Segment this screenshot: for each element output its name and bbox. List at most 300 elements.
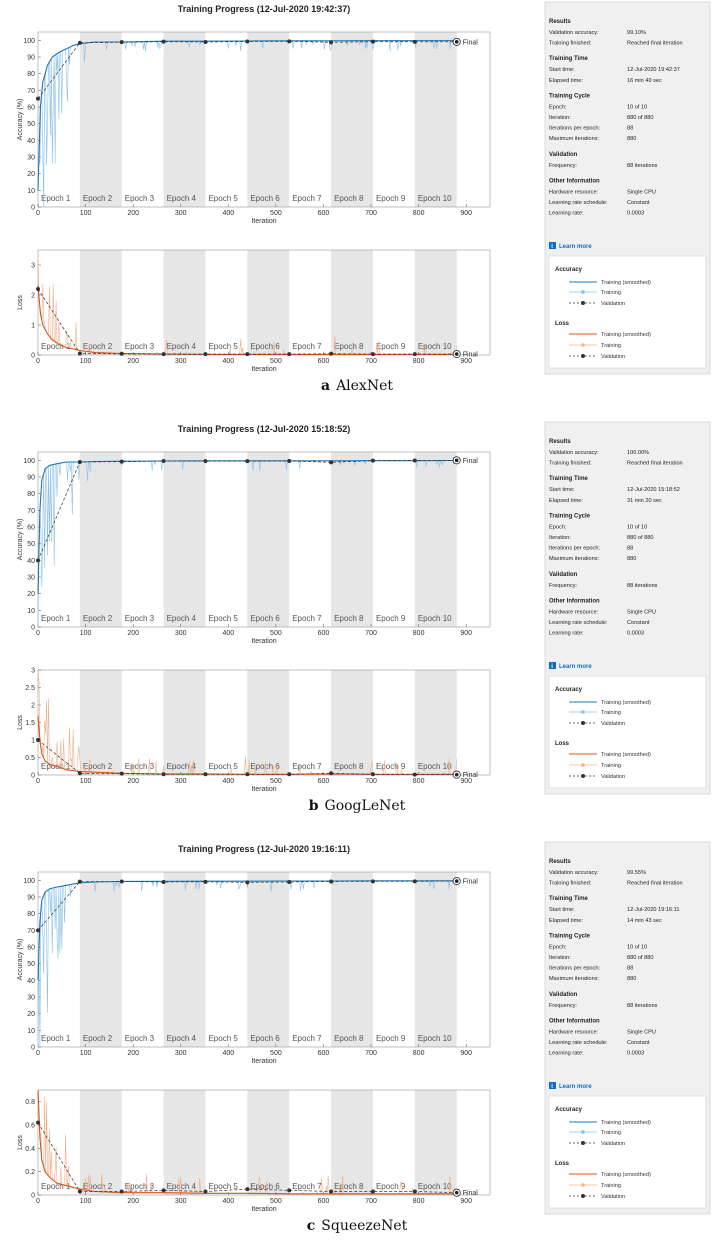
panel-a-loss-ytick-label: 3 [31,262,35,270]
panel-b-accuracy-ytick-label: 40 [27,557,35,565]
panel-c-legend-label: Validation [601,1141,626,1147]
panel-c-loss-epoch-label: Epoch 5 [208,1182,238,1191]
panel-a-results-heading: Results [549,19,571,25]
panel-b-loss-validation-point [329,771,333,775]
panel-b-validation-accuracy-label: Validation accuracy: [549,450,599,456]
panel-b-accuracy-validation-point [162,459,166,463]
panel-b-loss-validation-point [162,772,166,776]
panel-a-validation-accuracy-value: 99.10% [627,30,646,36]
panel-c-accuracy-ytick-label: 20 [27,1011,35,1019]
panel-b-loss-epoch-band [247,670,289,775]
panel-b-accuracy-ytick-label: 90 [27,474,35,482]
panel-c-accuracy-epoch-label: Epoch 1 [41,1034,71,1043]
panel-a-loss-epoch-band [164,250,206,355]
panel-a-accuracy-ytick-label: 60 [27,104,35,112]
panel-a-accuracy-validation-point [203,40,207,44]
panel-c-loss-validation-point [329,1190,333,1194]
panel-b-loss-validation-point [245,772,249,776]
panel-c-accuracy-xtick-label: 600 [317,1050,330,1057]
panel-a-accuracy-epoch-band [164,32,206,207]
panel-c-accuracy-ytick-label: 60 [27,944,35,952]
panel-a-learn-more-link[interactable]: Learn more [559,244,592,250]
panel-c-loss-xtick-label: 500 [270,1198,282,1205]
panel-c-loss-validation-point [203,1190,207,1194]
panel-a-loss-epoch-band [415,250,457,355]
panel-b-loss-ylabel: Loss [17,715,24,730]
panel-a-accuracy-ytick-label: 20 [27,171,35,179]
panel-c-legend-loss-title: Loss [555,1161,570,1167]
panel-c-loss-ytick-label: 0.4 [25,1145,35,1153]
panel-b-loss-ytick-label: 2 [31,702,35,710]
panel-b-learn-more-link[interactable]: Learn more [559,664,592,670]
panel-c-elapsed-time-label: Elapsed time: [549,917,583,924]
panel-c-validation-accuracy-value: 99.55% [627,870,646,876]
panel-c-accuracy-xtick-label: 0 [36,1050,40,1057]
panel-a-learning-rate-label: Learning rate: [549,210,584,217]
panel-a-loss-validation-point [120,352,124,356]
panel-a-loss-xtick-label: 0 [36,358,40,365]
panel-b-loss-xtick-label: 300 [174,778,187,785]
panel-c-accuracy-epoch-label: Epoch 6 [250,1034,280,1043]
panel-b [0,420,714,820]
panel-a-accuracy-epoch-band [331,32,373,207]
panel-a-caption [0,378,714,394]
panel-b-elapsed-time-label: Elapsed time: [549,497,583,504]
panel-b-legend-swatch-dot [581,710,585,714]
panel-c-accuracy-xtick-label: 500 [270,1050,282,1057]
panel-c-accuracy-ytick-label: 80 [27,911,35,919]
panel-a-accuracy-xtick-label: 500 [270,210,282,217]
panel-c-loss-validation-point [371,1190,375,1194]
panel-b-validation-heading: Validation [549,571,578,578]
panel-c-learn-more-link[interactable]: Learn more [559,1084,592,1090]
panel-a-accuracy-xtick-label: 400 [222,210,235,217]
panel-a-loss-validation-point [162,352,166,356]
panel-c-elapsed-time-value: 14 min 43 sec [627,917,662,924]
panel-a-accuracy-validation-point [36,97,40,101]
panel-a-maximum-iterations-label: Maximum iterations: [549,136,600,143]
panel-a-accuracy-epoch-label: Epoch 6 [250,194,280,203]
panel-c-caption-letter: c [306,1218,316,1234]
panel-c-hardware-resource-label: Hardware resource: [549,1029,599,1036]
panel-b-accuracy-ytick-label: 80 [27,491,35,499]
panel-c-legend-label: Validation [601,1194,626,1200]
panel-b-accuracy-validation-point [287,459,291,463]
panel-a-loss-xtick-label: 400 [222,358,235,365]
panel-a-loss-xtick-label: 800 [412,358,425,365]
panel-c-accuracy-ytick-label: 40 [27,977,35,985]
panel-a-validation-heading: Validation [549,151,578,158]
panel-c-caption [0,1218,714,1234]
panel-b-loss-validation-point [371,772,375,776]
panel-a-loss-epoch-band [80,250,122,355]
panel-b-legend-label: Validation [601,774,626,780]
panel-a-loss-xtick-label: 300 [174,358,187,365]
panel-a-epoch-value: 10 of 10 [627,104,648,111]
panel-c-accuracy-validation-point [78,880,82,884]
panel-b-accuracy-epoch-label: Epoch 8 [334,614,364,623]
panel-b-accuracy-final-label: Final [462,457,478,465]
panel-b-caption [0,798,714,814]
panel-a-accuracy-ytick-label: 10 [27,187,35,195]
panel-b-accuracy-validation-point [36,558,40,562]
panel-c-learning-rate-schedule-value: Constant [627,1040,650,1046]
panel-c-epoch-value: 10 of 10 [627,944,648,951]
panel-a-loss-ylabel: Loss [17,295,24,310]
panel-b-loss-final-marker-dot [455,773,459,777]
panel-a-accuracy-xtick-label: 200 [127,210,140,217]
panel-c-accuracy-ytick-label: 50 [27,961,35,969]
panel-a-loss-epoch-label: Epoch 5 [208,342,238,351]
panel-b-loss-epoch-label: Epoch 3 [124,762,155,771]
panel-c-accuracy-validation-point [329,880,333,884]
panel-b-accuracy-ytick-label: 20 [27,591,35,599]
panel-c-accuracy-epoch-label: Epoch 3 [124,1034,155,1043]
panel-b-loss-xtick-label: 100 [79,778,92,785]
panel-a-maximum-iterations-value: 880 [627,136,637,143]
panel-c-accuracy-xtick-label: 100 [79,1050,92,1057]
panel-b-accuracy-epoch-label: Epoch 1 [41,614,71,623]
panel-c-accuracy-validation-point [413,879,417,883]
panel-b-loss-validation-point [287,772,291,776]
panel-b-accuracy-epoch-label: Epoch 9 [375,614,406,623]
panel-a-loss-epoch-label: Epoch 7 [292,342,322,351]
panel-c-accuracy-epoch-label: Epoch 9 [375,1034,406,1043]
panel-b-loss-epoch-label: Epoch 4 [166,762,196,771]
panel-b-accuracy-ytick-label: 30 [27,574,35,582]
panel-c-accuracy-epoch-band [331,872,373,1047]
panel-c-loss-epoch-label: Epoch 6 [250,1182,280,1191]
panel-a-start-time-value: 12-Jul-2020 19:42:37 [627,67,680,74]
panel-c-loss-epoch-band [331,1090,373,1195]
panel-b-legend-swatch-dot [581,774,585,778]
panel-b-loss-epoch-label: Epoch 2 [82,762,113,771]
panel-b-accuracy-xtick-label: 800 [412,630,425,637]
panel-c-loss-epoch-band [247,1090,289,1195]
panel-a-loss-epoch-label: Epoch 9 [375,342,406,351]
panel-b-accuracy-xtick-label: 100 [79,630,92,637]
panel-a-caption-letter: a [320,378,331,394]
panel-c-loss-validation-point [120,1190,124,1194]
panel-c-learning-rate-schedule-label: Learning rate schedule: [549,1040,608,1046]
panel-c-accuracy-ytick-label: 100 [23,877,35,885]
panel-b-start-time-label: Start time: [549,487,575,494]
panel-b-loss-epoch-label: Epoch 9 [375,762,406,771]
panel-b-frequency-value: 88 iterations [627,582,658,589]
panel-a-accuracy-ytick-label: 40 [27,137,35,145]
panel-b-loss-epoch-band [415,670,457,775]
panel-a-accuracy-epoch-band [247,32,289,207]
panel-b-loss-validation-point [203,772,207,776]
panel-b-learning-rate-schedule-label: Learning rate schedule: [549,620,608,626]
panel-b-hardware-resource-label: Hardware resource: [549,609,599,616]
panel-a-training-cycle-heading: Training Cycle [549,93,591,100]
panel-a-accuracy-validation-point [162,40,166,44]
panel-c-accuracy-epoch-band [80,872,122,1047]
panel-c-iterations-per-epoch-label: Iterations per epoch: [549,965,600,972]
panel-a [0,0,714,400]
panel-c-loss-ytick-label: 0 [31,1192,35,1200]
panel-a-loss-epoch-band [247,250,289,355]
panel-b-loss-epoch-band [331,670,373,775]
panel-c-caption-name: SqueezeNet [321,1218,408,1234]
panel-b-results-heading: Results [549,439,571,445]
panel-b-accuracy-xtick-label: 300 [174,630,187,637]
panel-c-accuracy-epoch-band [415,872,457,1047]
panel-b-accuracy-epoch-band [415,452,457,627]
panel-a-loss-final-marker-dot [455,352,459,356]
panel-b-loss-epoch-label: Epoch 8 [334,762,364,771]
panel-a-loss-ytick-label: 0 [31,352,35,360]
panel-c-accuracy-epoch-label: Epoch 7 [292,1034,322,1043]
panel-c-accuracy-ytick-label: 90 [27,894,35,902]
panel-b-accuracy-ytick-label: 60 [27,524,35,532]
panel-c-accuracy-epoch-label: Epoch 2 [82,1034,113,1043]
panel-a-accuracy-xtick-label: 100 [79,210,92,217]
panel-a-loss-epoch-label: Epoch 6 [250,342,280,351]
panel-c-loss-validation-point [287,1188,291,1192]
panel-a-loss-epoch-label: Epoch 3 [124,342,155,351]
panel-b-legend-label: Validation [601,721,626,727]
panel-c-accuracy-validation-point [287,880,291,884]
panel-c-validation-heading: Validation [549,991,578,998]
panel-c-accuracy-validation-point [245,880,249,884]
panel-b-other-information-heading: Other Information [549,598,600,605]
panel-a-accuracy-xtick-label: 700 [365,210,377,217]
panel-a-learning-rate-schedule-label: Learning rate schedule: [549,200,608,206]
panel-c-loss-ytick-label: 0.2 [25,1169,35,1177]
panel-b-epoch-label: Epoch: [549,524,567,531]
panel-c-maximum-iterations-value: 880 [627,976,637,983]
panel-c-loss-epoch-label: Epoch 8 [334,1182,364,1191]
panel-b-accuracy-epoch-label: Epoch 7 [292,614,322,623]
panel-c-legend-accuracy-title: Accuracy [555,1107,583,1113]
panel-b-start-time-value: 12-Jul-2020 15:18:52 [627,487,680,494]
panel-c-loss-validation-point [245,1187,249,1191]
panel-a-start-time-label: Start time: [549,67,575,74]
panel-a-legend-loss-title: Loss [555,321,570,327]
panel-b-hardware-resource-value: Single CPU [627,609,656,616]
panel-b-loss-validation-point [413,773,417,777]
panel-b-accuracy-epoch-label: Epoch 5 [208,614,238,623]
panel-a-hardware-resource-value: Single CPU [627,189,656,196]
panel-b-learning-rate-schedule-value: Constant [627,620,650,626]
panel-b-legend-label: Training (smoothed) [601,752,651,758]
panel-b-learning-rate-value: 0.0003 [627,630,645,637]
panel-a-loss-validation-point [78,352,82,356]
panel-b-legend-label: Training [601,710,622,716]
panel-a-loss-validation-point [245,352,249,356]
panel-c-results-heading: Results [549,859,571,865]
panel-a-training-finished-label: Training finished: [549,40,592,47]
panel-a-elapsed-time-label: Elapsed time: [549,77,583,84]
panel-b-iteration-value: 880 of 880 [627,535,654,541]
panel-c-accuracy-ylabel: Accuracy (%) [17,938,24,981]
panel-c-frequency-value: 88 iterations [627,1002,658,1009]
panel-c-accuracy-final-label: Final [462,878,478,886]
panel-a-loss-ytick-label: 1 [31,322,35,330]
panel-a-other-information-heading: Other Information [549,178,600,185]
panel-b-caption-name: GoogLeNet [324,798,406,814]
panel-c-loss-xtick-label: 200 [127,1198,140,1205]
panel-b-loss-xtick-label: 900 [460,778,473,785]
panel-b-legend-accuracy-title: Accuracy [555,687,583,693]
panel-c-maximum-iterations-label: Maximum iterations: [549,976,600,983]
panel-a-loss-validation-point [203,352,207,356]
panel-c-accuracy-xtick-label: 300 [174,1050,187,1057]
panel-c-learning-rate-value: 0.0003 [627,1050,645,1057]
panel-c-loss-epoch-band [164,1090,206,1195]
panel-a-legend-swatch-dot [581,354,585,358]
panel-a-caption-name: AlexNet [336,378,393,394]
panel-a-accuracy-epoch-label: Epoch 9 [375,194,406,203]
panel-b-accuracy-xtick-label: 0 [36,630,40,637]
panel-a-accuracy-ytick-label: 100 [23,37,35,45]
panel-a-loss-ytick-label: 2 [31,292,35,300]
panel-b-accuracy-xtick-label: 700 [365,630,377,637]
panel-c-title: Training Progress (12-Jul-2020 19:16:11) [177,844,351,854]
panel-b-maximum-iterations-value: 880 [627,556,637,563]
panel-b-accuracy-validation-point [78,460,82,464]
panel-b-accuracy-epoch-label: Epoch 4 [166,614,196,623]
panel-b-loss-epoch-band [164,670,206,775]
panel-c [0,840,714,1240]
panel-b-frequency-label: Frequency: [549,582,577,589]
panel-a-accuracy-final-marker-dot [455,40,459,44]
panel-b-accuracy-ytick-label: 0 [31,624,35,632]
panel-a-legend-swatch-dot [581,290,585,294]
panel-c-training-cycle-heading: Training Cycle [549,933,591,940]
panel-a-loss-epoch-label: Epoch 8 [334,342,364,351]
panel-a-accuracy-ytick-label: 30 [27,154,35,162]
panel-c-training-time-heading: Training Time [549,896,588,903]
panel-b-accuracy-epoch-label: Epoch 3 [124,614,155,623]
panel-b-accuracy-xtick-label: 200 [127,630,140,637]
panel-b-loss-validation-point [36,738,40,742]
panel-c-accuracy-epoch-band [247,872,289,1047]
panel-c-iterations-per-epoch-value: 88 [627,965,634,972]
panel-c-accuracy-xtick-label: 900 [460,1050,473,1057]
panel-b-caption-letter: b [308,798,319,814]
panel-c-accuracy-validation-point [36,928,40,932]
panel-b-accuracy-validation-point [203,459,207,463]
panel-a-iterations-per-epoch-value: 88 [627,125,634,132]
panel-b-training-time-heading: Training Time [549,476,588,483]
panel-a-loss-xtick-label: 500 [270,358,282,365]
panel-c-loss-epoch-label: Epoch 1 [41,1182,71,1191]
panel-a-legend-swatch-dot [581,301,585,305]
panel-c-accuracy-epoch-label: Epoch 4 [166,1034,196,1043]
panel-c-training-finished-value: Reached final iteration [627,880,683,887]
panel-b-accuracy-validation-point [120,460,124,464]
panel-c-accuracy-epoch-band [164,872,206,1047]
panel-c-accuracy-epoch-label: Epoch 8 [334,1034,364,1043]
panel-a-legend-accuracy-title: Accuracy [555,267,583,273]
panel-c-info-icon-glyph: i [551,1084,553,1090]
panel-b-epoch-value: 10 of 10 [627,524,648,531]
panel-a-accuracy-ytick-label: 70 [27,87,35,95]
panel-a-accuracy-xlabel: Iteration [251,218,277,225]
panel-a-loss-validation-point [329,352,333,356]
panel-c-accuracy-xtick-label: 800 [412,1050,425,1057]
panel-c-accuracy-validation-point [371,879,375,883]
panel-b-loss-xtick-label: 400 [222,778,235,785]
panel-a-accuracy-epoch-band [80,32,122,207]
panel-c-accuracy-epoch-label: Epoch 10 [417,1034,452,1043]
panel-b-accuracy-xtick-label: 400 [222,630,235,637]
panel-b-legend-loss-title: Loss [555,741,570,747]
panel-a-legend-swatch-dot [581,343,585,347]
panel-c-epoch-label: Epoch: [549,944,567,951]
panel-c-training-finished-label: Training finished: [549,880,592,887]
panel-a-legend-label: Validation [601,301,626,307]
panel-a-validation-accuracy-label: Validation accuracy: [549,30,599,36]
panel-b-accuracy-final-marker-dot [455,459,459,463]
panel-b-accuracy-epoch-band [331,452,373,627]
panel-c-loss-xtick-label: 900 [460,1198,473,1205]
panel-b-legend-swatch-dot [581,721,585,725]
panel-a-accuracy-epoch-label: Epoch 4 [166,194,196,203]
panel-b-info-icon-glyph: i [551,664,553,670]
panel-a-accuracy-xtick-label: 300 [174,210,187,217]
panel-b-loss-epoch-band [80,670,122,775]
panel-a-loss-validation-point [371,352,375,356]
panel-c-iteration-label: Iteration: [549,955,571,961]
panel-b-loss-xtick-label: 600 [317,778,330,785]
panel-b-accuracy-xtick-label: 900 [460,630,473,637]
panel-c-loss-final-marker-dot [455,1191,459,1195]
panel-a-iteration-label: Iteration: [549,115,571,121]
panel-a-loss-xtick-label: 200 [127,358,140,365]
panel-a-learning-rate-value: 0.0003 [627,210,645,217]
panel-a-accuracy-epoch-label: Epoch 7 [292,194,322,203]
panel-a-legend-label: Training [601,343,622,349]
panel-a-accuracy-epoch-label: Epoch 5 [208,194,238,203]
panel-c-loss-epoch-label: Epoch 10 [417,1182,452,1191]
panel-b-loss-epoch-label: Epoch 7 [292,762,322,771]
panel-c-accuracy-ytick-label: 0 [31,1044,35,1052]
panel-a-accuracy-epoch-label: Epoch 2 [82,194,113,203]
panel-b-iterations-per-epoch-label: Iterations per epoch: [549,545,600,552]
panel-b-accuracy-validation-point [329,460,333,464]
panel-b-accuracy-validation-point [371,459,375,463]
panel-b-accuracy-epoch-band [164,452,206,627]
panel-c-other-information-heading: Other Information [549,1018,600,1025]
panel-c-loss-epoch-label: Epoch 9 [375,1182,406,1191]
panel-c-loss-epoch-label: Epoch 4 [166,1182,196,1191]
panel-b-loss-epoch-label: Epoch 6 [250,762,280,771]
panel-c-loss-ylabel: Loss [17,1135,24,1150]
panel-a-accuracy-validation-point [371,40,375,44]
panel-b-loss-ytick-label: 1 [31,737,35,745]
panel-c-accuracy-ytick-label: 70 [27,927,35,935]
panel-a-loss-xtick-label: 100 [79,358,92,365]
panel-b-loss-validation-point [120,772,124,776]
panel-c-loss-epoch-label: Epoch 7 [292,1182,322,1191]
panel-c-loss-ytick-label: 0.6 [25,1122,35,1130]
panel-c-frequency-label: Frequency: [549,1002,577,1009]
panel-c-validation-accuracy-label: Validation accuracy: [549,870,599,876]
panel-c-legend-swatch-dot [581,1141,585,1145]
panel-a-accuracy-validation-point [78,41,82,45]
panel-b-accuracy-ytick-label: 70 [27,507,35,515]
panel-b-loss-xlabel: Iteration [251,786,277,793]
panel-a-loss-epoch-label: Epoch 2 [82,342,113,351]
panel-a-accuracy-ytick-label: 50 [27,121,35,129]
panel-a-loss-validation-point [413,352,417,356]
panel-c-start-time-value: 12-Jul-2020 19:16:11 [627,907,680,914]
panel-c-legend-label: Training (smoothed) [601,1120,651,1126]
